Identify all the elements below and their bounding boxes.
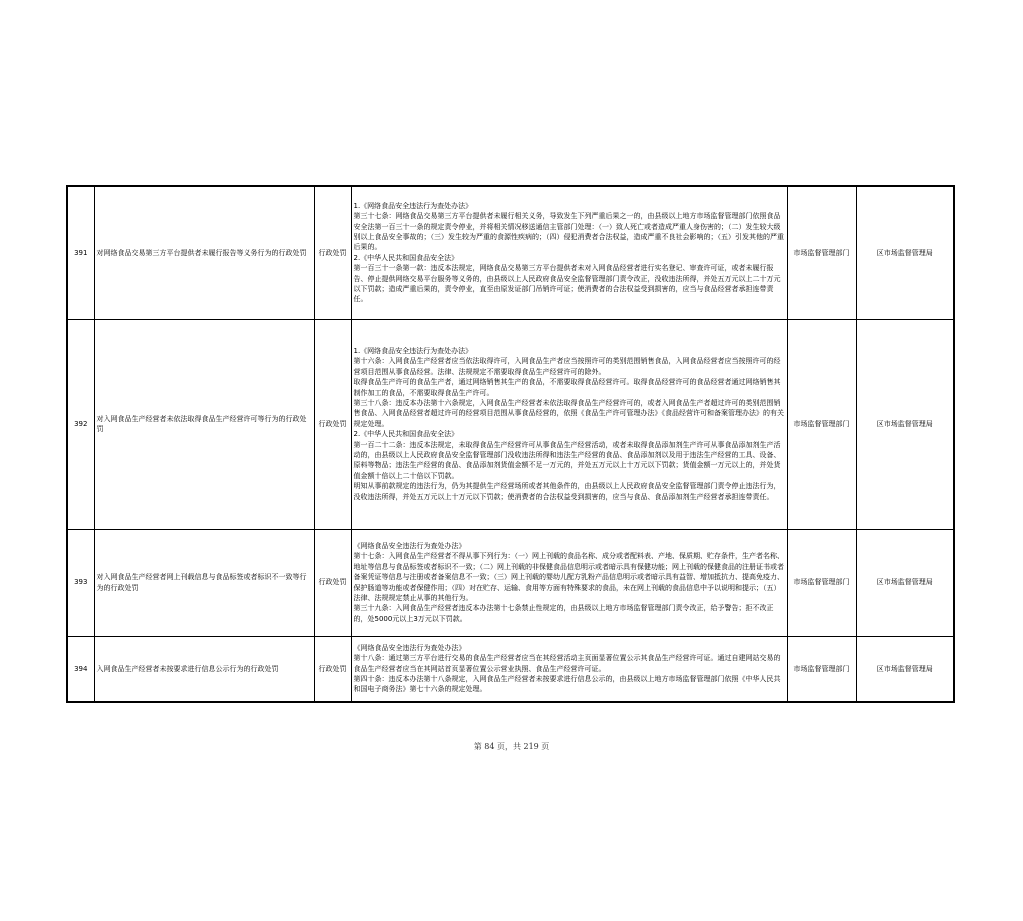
basis-line: 《网络食品安全违法行为查处办法》: [353, 643, 466, 652]
row-number: 393: [67, 529, 94, 636]
table-row: [67, 636, 954, 702]
executing-level: 区市场监督管理局: [856, 319, 954, 529]
item-name: 入网食品生产经营者未按要求进行信息公示行为的行政处罚: [94, 636, 314, 702]
basis-line: 取得食品生产许可的食品生产者，通过网络销售其生产的食品，不需要取得食品经营许可。取得食品经营许可的食品经营者通过网络销售其制作加工的食品，不需要取得食品生产许可。: [353, 378, 781, 397]
responsible-department: 市场监督管理部门: [787, 186, 856, 319]
executing-level: 区市场监督管理局: [856, 186, 954, 319]
basis-line: 第一百二十二条：违反本法规定，未取得食品生产经营许可从事食品生产经营活动，或者未取得食品添加剂生产许可从事食品添加剂生产活动的，由县级以上人民政府食品安全监督管理部门没收违法所得和违法生产经营的食品、食品添加剂以及用于违法生产经营的工具、设备、原料等物品；违法生产经营的食品、食品添加剂货值金额不足一万元的，并处五万元以上十万元以下罚款；货值金额一万元以上的，并处货值金额十倍以上二十倍以下罚款。: [353, 440, 781, 480]
table-row: [67, 186, 954, 319]
legal-basis: [351, 636, 787, 702]
basis-line: 第十八条：通过第三方平台进行交易的食品生产经营者应当在其经营活动主页面显著位置公示其食品生产经营许可证。通过自建网站交易的食品生产经营者应当在其网站首页显著位置公示营业执照、食品生产经营许可证。: [353, 654, 781, 673]
item-name: 对入网食品生产经营者未依法取得食品生产经营许可等行为的行政处罚: [94, 319, 314, 529]
penalty-table: [66, 185, 955, 703]
basis-line: 第一百三十一条第一款：违反本法规定，网络食品交易第三方平台提供者未对入网食品经营者进行实名登记、审查许可证，或者未履行报告、停止提供网络交易平台服务等义务的，由县级以上人民政府食品安全监督管理部门责令改正，没收违法所得，并处五万元以上二十万元以下罚款；造成严重后果的，责令停业，直至由原发证部门吊销许可证；使消费者的合法权益受到损害的，应当与食品经营者承担连带责任。: [353, 264, 781, 304]
item-name: 对网络食品交易第三方平台提供者未履行报告等义务行为的行政处罚: [94, 186, 314, 319]
basis-line: 第三十九条：入网食品生产经营者违反本办法第十七条禁止性规定的，由县级以上地方市场监督管理部门责令改正，给予警告；拒不改正的，处5000元以上3万元以下罚款。: [353, 604, 774, 623]
page-number: 第 84 页，共 219 页: [473, 742, 550, 751]
item-name: 对入网食品生产经营者网上刊载信息与食品标签或者标识不一致等行为的行政处罚: [94, 529, 314, 636]
basis-line: 1.《网络食品安全违法行为查处办法》: [353, 201, 473, 210]
basis-line: 2.《中华人民共和国食品安全法》: [353, 430, 459, 439]
legal-basis: [351, 529, 787, 636]
table-row: [67, 319, 954, 529]
basis-line: 第四十条：违反本办法第十八条规定，入网食品生产经营者未按要求进行信息公示的，由县级以上地方市场监督管理部门依照《中华人民共和国电子商务法》第七十六条的规定处理。: [353, 674, 781, 694]
legal-basis: [351, 186, 787, 319]
row-number: 394: [67, 636, 94, 702]
basis-line: 第十六条：入网食品生产经营者应当依法取得许可，入网食品生产者应当按照许可的类别范围销售食品，入网食品经营者应当按照许可的经营项目范围从事食品经营。法律、法规规定不需要取得食品生产经营许可的除外。: [353, 357, 781, 376]
item-type: 行政处罚: [314, 529, 351, 636]
basis-line: 2.《中华人民共和国食品安全法》: [353, 253, 459, 262]
basis-line: 第三十七条：网络食品交易第三方平台提供者未履行相关义务，导致发生下列严重后果之一的，由县级以上地方市场监督管理部门依照食品安全法第一百三十一条的规定责令停业，并将相关情况移送通信主管部门处理：（一）致人死亡或者造成严重人身伤害的；（二）发生较大级别以上食品安全事故的；（三）发生较为严重的食源性疾病的；（四）侵犯消费者合法权益，造成严重不良社会影响的；（五）引发其他的严重后果的。: [353, 212, 784, 252]
basis-line: 1.《网络食品安全违法行为查处办法》: [353, 346, 473, 355]
executing-level: 区市场监督管理局: [856, 636, 954, 702]
basis-line: 《网络食品安全违法行为查处办法》: [353, 541, 466, 550]
table-row: [67, 529, 954, 636]
responsible-department: 市场监督管理部门: [787, 319, 856, 529]
responsible-department: 市场监督管理部门: [787, 636, 856, 702]
executing-level: 区市场监督管理局: [856, 529, 954, 636]
row-number: 391: [67, 186, 94, 319]
legal-basis: [351, 319, 787, 529]
row-number: 392: [67, 319, 94, 529]
basis-line: 第三十八条：违反本办法第十六条规定，入网食品生产经营者未依法取得食品生产经营许可的，或者入网食品生产者超过许可的类别范围销售食品、入网食品经营者超过许可的经营项目范围从事食品经营的，依照《食品生产许可管理办法》《食品经营许可和备案管理办法》的有关规定处理。: [353, 398, 784, 428]
basis-line: 明知从事前款规定的违法行为，仍为其提供生产经营场所或者其他条件的，由县级以上人民政府食品安全监督管理部门责令停止违法行为，没收违法所得，并处五万元以上十万元以下罚款；使消费者的合法权益受到损害的，应当与食品、食品添加剂生产经营者承担连带责任。: [353, 482, 781, 501]
item-type: 行政处罚: [314, 319, 351, 529]
item-type: 行政处罚: [314, 636, 351, 702]
basis-line: 第十七条：入网食品生产经营者不得从事下列行为：（一）网上刊载的食品名称、成分或者配料表、产地、保质期、贮存条件，生产者名称、地址等信息与食品标签或者标识不一致；（二）网上刊载的非保健食品信息明示或者暗示具有保健功能；网上刊载的保健食品的注册证书或者备案凭证等信息与注册或者备案信息不一致；（三）网上刊载的婴幼儿配方乳粉产品信息明示或者暗示具有益智、增加抵抗力、提高免疫力、保护肠道等功能或者保健作用；（四）对在贮存、运输、食用等方面有特殊要求的食品，未在网上刊载的食品信息中予以说明和提示；（五）法律、法规规定禁止从事的其他行为。: [353, 552, 784, 602]
responsible-department: 市场监督管理部门: [787, 529, 856, 636]
item-type: 行政处罚: [314, 186, 351, 319]
